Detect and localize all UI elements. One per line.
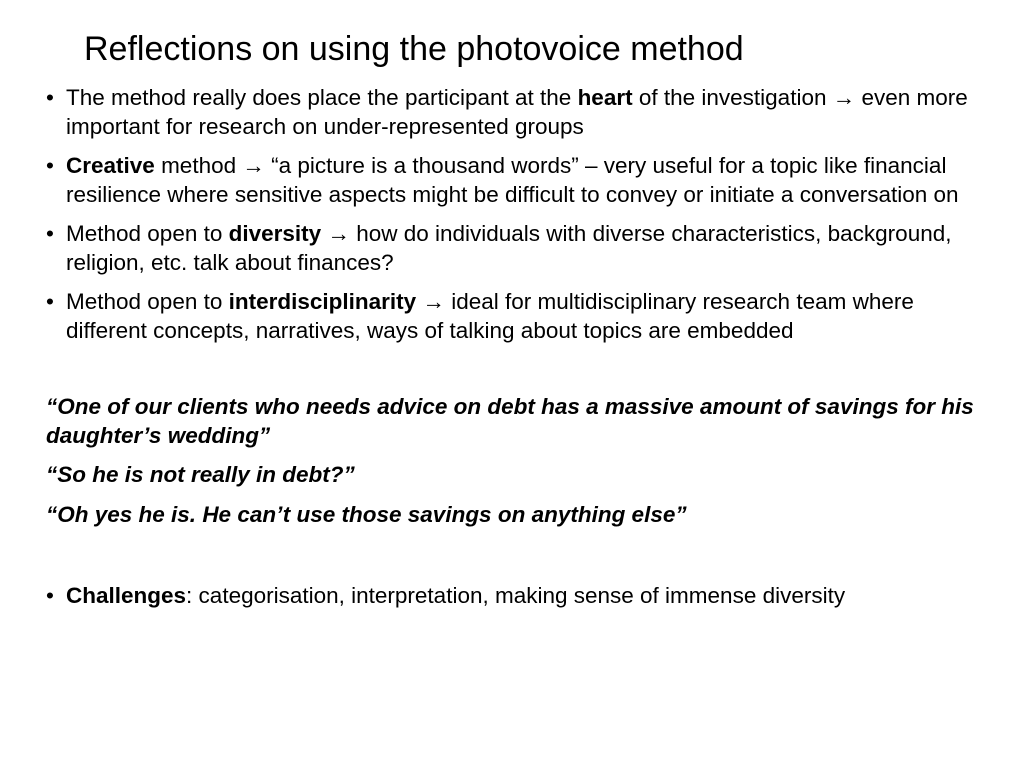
bullet-text-after: → ideal for multidisciplinary research team where different concepts, narratives, ways of talking about topics are embedded [66,289,914,343]
bullet-item-interdisciplinarity [46,288,986,345]
quote-client-savings: “One of our clients who needs advice on debt has a massive amount of savings for his daughter’s wedding” [46,394,974,448]
bullet-bold-term: diversity [228,221,322,246]
bullet-text-after: → how do individuals with diverse characteristics, background, religion, etc. talk about finances? [66,221,952,275]
bullet-icon: • [46,289,54,314]
spacer [46,356,986,393]
bullet-item-participant-heart [46,84,986,141]
quote-cant-use-savings: “Oh yes he is. He can’t use those savings on anything else” [46,501,687,527]
bullet-icon: • [46,221,54,246]
bullet-item-challenges [46,582,986,611]
bullet-list-challenges [46,582,986,611]
quote-not-in-debt: “So he is not really in debt?” [46,462,355,487]
bullet-bold-term: Creative [66,153,155,178]
bullet-text-before: Method open to [66,289,229,314]
bullet-text-after: of the investigation → even more important for research on under-represented groups [66,85,968,139]
bullet-icon: • [46,85,54,110]
bullet-bold-term: Challenges [66,583,187,608]
bullet-bold-term: interdisciplinarity [228,289,417,314]
quote-block [46,393,986,529]
bullet-icon: • [46,583,54,608]
bullet-text-after: : categorisation, interpretation, making sense of immense diversity [186,583,846,608]
bullet-list [46,84,986,345]
spacer [46,540,986,582]
bullet-item-creative [46,152,986,209]
slide-content [46,84,986,622]
bullet-item-diversity [46,220,986,277]
bullet-bold-term: heart [577,85,633,110]
bullet-text-before: Method open to [66,221,229,246]
slide-title: Reflections on using the photovoice method [84,30,744,68]
bullet-icon: • [46,153,54,178]
bullet-text-before: The method really does place the participant at the [66,85,578,110]
bullet-text-after: method → “a picture is a thousand words” – very useful for a topic like financial resilience where sensitive aspects might be difficult to convey or initiate a conversation on [66,153,959,207]
